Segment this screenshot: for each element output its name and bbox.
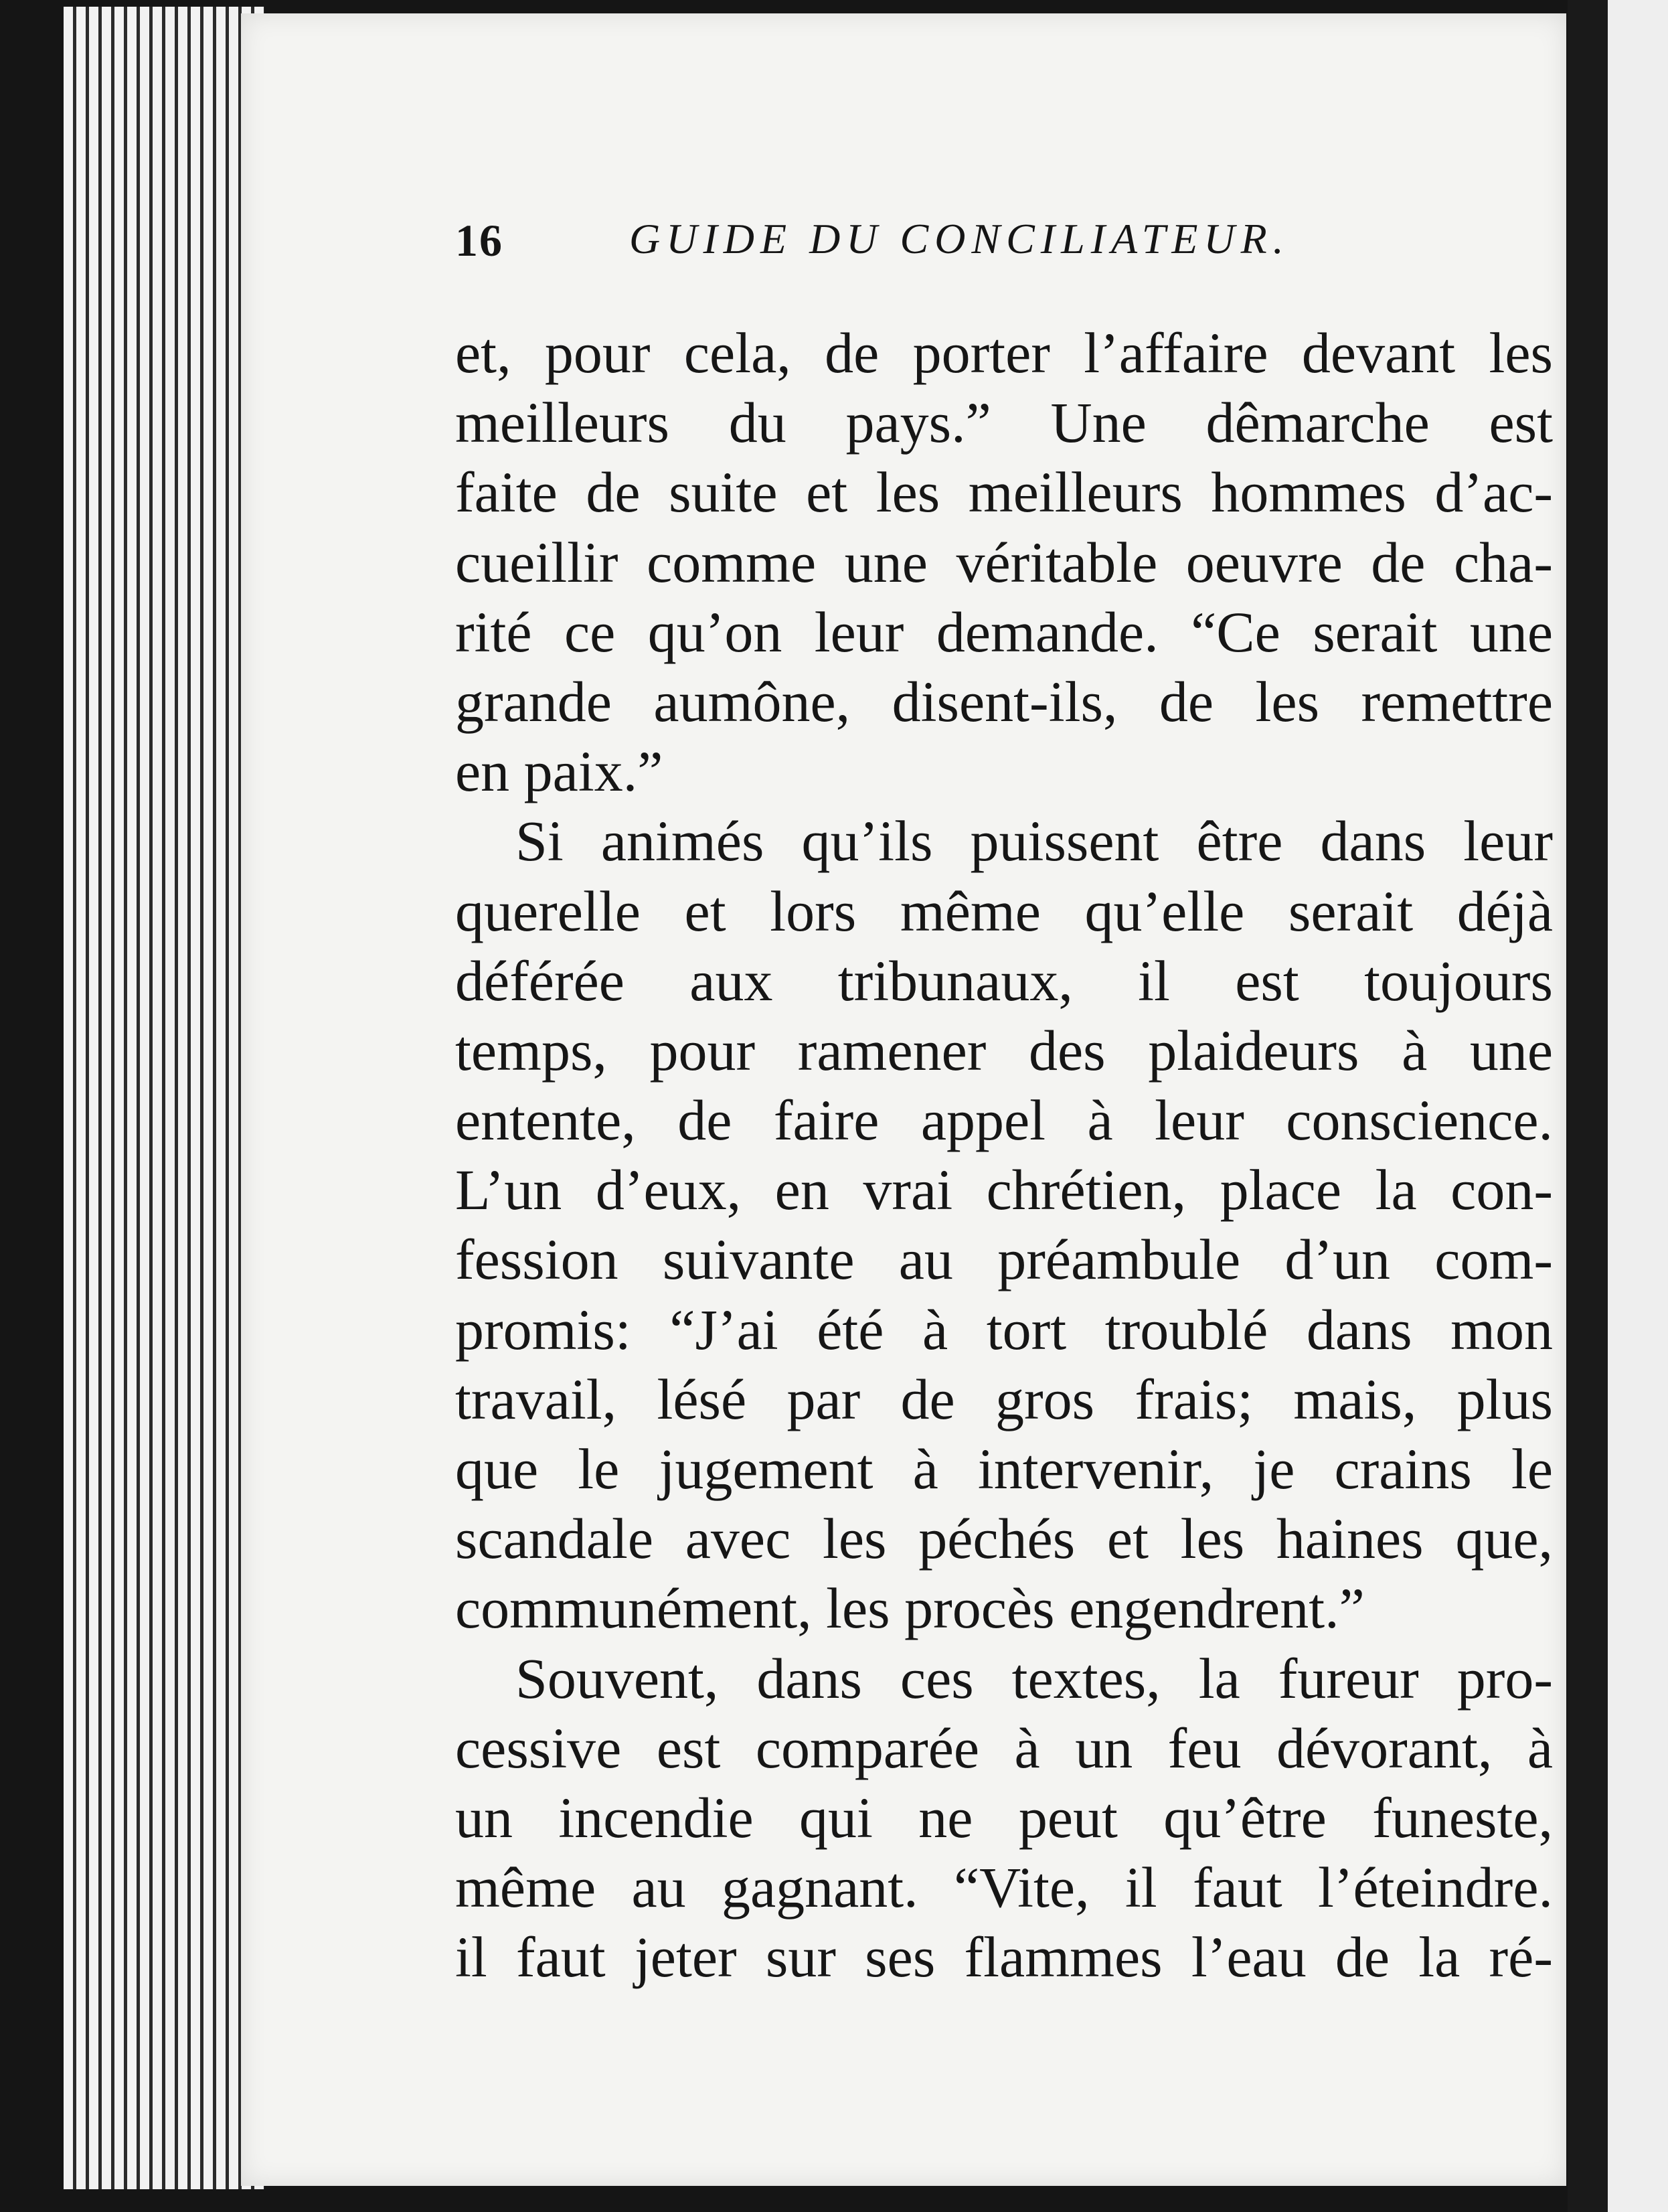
text-line: et, pour cela, de porter l’affaire devant les (455, 321, 1553, 385)
text-line: cessive est comparée à un feu dévorant, à (455, 1715, 1553, 1780)
paragraph (455, 806, 1553, 1643)
text-line: communément, les procès engendrent.” (455, 1576, 1365, 1641)
text-line: grande aumône, disent-ils, de les remettre (455, 669, 1553, 734)
book-page-edges (64, 7, 264, 2189)
text-line: fession suivante au préambule d’un com- (455, 1227, 1553, 1292)
book-page (241, 13, 1566, 2186)
text-line: que le jugement à intervenir, je crains le (455, 1437, 1553, 1501)
text-line: rité ce qu’on leur demande. “Ce serait une (455, 599, 1553, 664)
book-gutter (1568, 0, 1608, 2212)
text-line: un incendie qui ne peut qu’être funeste, (455, 1785, 1553, 1850)
text-line: il faut jeter sur ses flammes l’eau de la ré- (455, 1925, 1553, 1990)
text-line: même au gagnant. “Vite, il faut l’éteindre. (455, 1855, 1553, 1920)
text-line: déférée aux tribunaux, il est toujours (455, 948, 1553, 1013)
page-header (455, 214, 1553, 288)
text-line: promis: “J’ai été à tort troublé dans mon (455, 1297, 1553, 1362)
text-line: travail, lésé par de gros frais; mais, plus (455, 1366, 1553, 1431)
text-line: entente, de faire appel à leur conscience. (455, 1088, 1553, 1153)
text-line: L’un d’eux, en vrai chrétien, place la con- (455, 1158, 1553, 1222)
text-line: meilleurs du pays.” Une dêmarche est (455, 390, 1553, 455)
running-head: GUIDE DU CONCILIATEUR. (629, 215, 1290, 262)
text-line: faite de suite et les meilleurs hommes d’ac- (455, 460, 1553, 525)
text-line: en paix.” (455, 739, 663, 804)
text-line: Si animés qu’ils puissent être dans leur (515, 809, 1553, 874)
body-text (455, 318, 1553, 1992)
paragraph (455, 1644, 1553, 1992)
paragraph (455, 318, 1553, 806)
text-line: querelle et lors même qu’elle serait déjà (455, 878, 1553, 943)
page-number: 16 (455, 215, 503, 266)
text-line: temps, pour ramener des plaideurs à une (455, 1018, 1553, 1083)
text-line: scandale avec les péchés et les haines que, (455, 1506, 1553, 1571)
next-page-edge (1608, 0, 1668, 2212)
text-line: cueillir comme une véritable oeuvre de cha- (455, 530, 1553, 595)
text-line: Souvent, dans ces textes, la fureur pro- (515, 1646, 1553, 1711)
